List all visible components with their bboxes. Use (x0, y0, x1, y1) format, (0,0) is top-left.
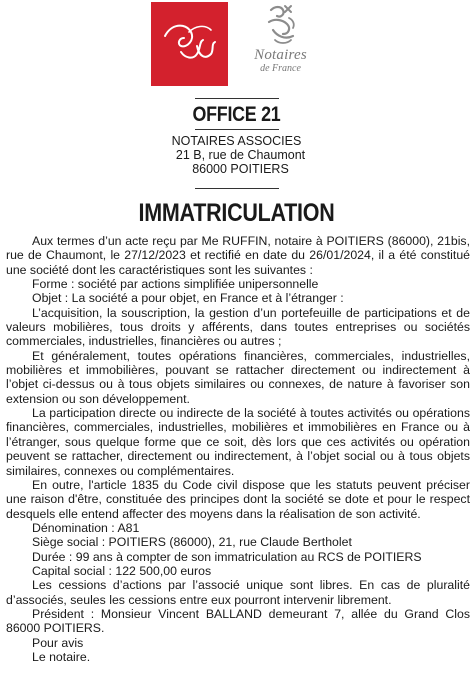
marianne-icon (261, 2, 301, 46)
signature-mark-icon (151, 2, 228, 86)
office-name: OFFICE 21 (192, 103, 281, 126)
notaires-name: Notaires (254, 47, 307, 63)
paragraph-siege: Siège social : POITIERS (86000), 21, rue Claude Bertholet (32, 535, 352, 550)
paragraph-president: Président : Monsieur Vincent BALLAND demeurant 7, allée du Grand Clos 86000 POITIERS. (6, 606, 470, 636)
office-line-3: 86000 POITIERS (192, 162, 289, 176)
header (0, 0, 473, 92)
paragraph-capital: Capital social : 122 500,00 euros (32, 563, 212, 578)
top-divider (195, 98, 279, 99)
paragraph-objet-1: L’acquisition, la souscription, la gestion d’un portefeuille de participations et de valeurs mobilières, tous droits y afférents, dans toutes entreprises ou sociétés commerciales, industrielles, financières ou autres ; (6, 305, 470, 349)
notaires-sub: de France (260, 63, 301, 74)
notaires-de-france-logo (238, 2, 323, 88)
paragraph-raison-etre: En outre, l'article 1835 du Code civil dispose que les statuts peuvent préciser une raison d'être, constituée des principes dont la société se dote et pour le respect desquels elle entend affecter des moyens dans la réalisation de son activité. (6, 477, 470, 521)
notice-body (6, 234, 470, 664)
office-line-2: 21 B, rue de Chaumont (175, 148, 306, 162)
paragraph-pour-avis: Pour avis (32, 635, 84, 650)
paragraph-duree: Durée : 99 ans à compter de son immatriculation au RCS de POITIERS (32, 549, 422, 564)
notary-office-logo (151, 2, 228, 86)
office-divider (195, 129, 279, 130)
paragraph-forme: Forme : société par actions simplifiée unipersonnelle (32, 277, 319, 292)
office-line-1: NOTAIRES ASSOCIES (171, 134, 302, 148)
paragraph-denomination: Dénomination : A81 (32, 520, 140, 535)
paragraph-objet: Objet : La société a pour objet, en France et à l’étranger : (32, 291, 344, 306)
paragraph-cessions: Les cessions d’actions par l’associé unique sont libres. En cas de pluralité d’associés, seules les cessions entre eux pourront intervenir librement. (6, 578, 470, 607)
paragraph-objet-2: Et généralement, toutes opérations financières, commerciales, industrielles, mobilières et immobilières, pouvant se rattacher directement ou indirectement à l’objet ci-dessus ou à tous objets similaires ou connexes, de nature à favoriser son extension ou son développement. (6, 348, 470, 406)
paragraph-objet-3: La participation directe ou indirecte de la société à toutes activités ou opérations financières, commerciales, industrielles, mobilières et immobilières en France ou à l’étranger, sous quelque forme que ce soit, dès lors que ces activités ou opération peuvent se rattacher, directement ou indirectement, à l’objet social ou à tous objets similaires, connexes ou complémentaires. (6, 406, 470, 478)
paragraph-intro: Aux termes d’un acte reçu par Me RUFFIN, notaire à POITIERS (86000), 21bis, rue de Chaumont, le 27/12/2023 et rectifié en date du 26/01/2024, il a été constitué une société dont les caractéristiques sont les suivantes : (6, 234, 470, 277)
notice-title: IMMATRICULATION (138, 199, 335, 227)
paragraph-signature: Le notaire. (32, 649, 91, 664)
title-divider (195, 188, 279, 189)
